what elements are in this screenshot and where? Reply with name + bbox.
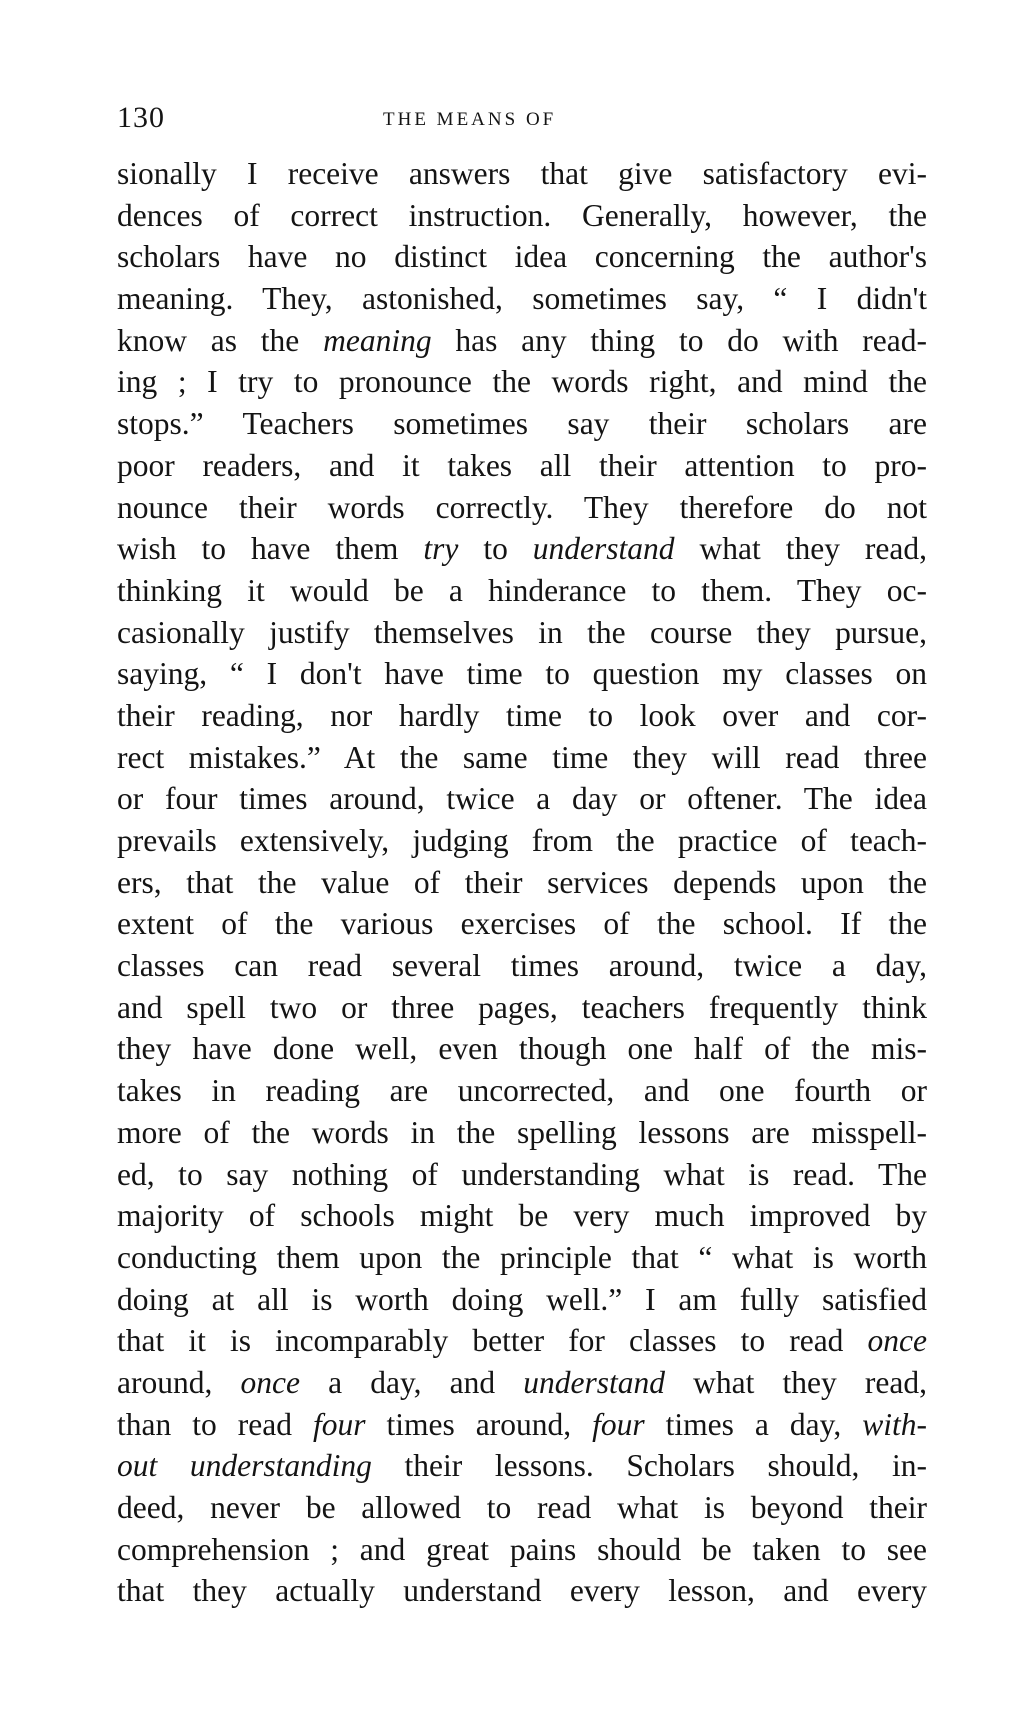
text-run: what they read,	[665, 1364, 927, 1400]
text-run: what they read,	[674, 531, 927, 567]
text-line: stops.” Teachers sometimes say their scholars are	[117, 406, 927, 442]
body-text	[117, 153, 927, 1612]
text-line: ed, to say nothing of understanding what is read. The	[117, 1156, 927, 1192]
italic-text: once	[867, 1323, 927, 1359]
text-run: has any thing to do with read-	[431, 322, 927, 358]
text-run: around,	[117, 1364, 241, 1400]
text-line: and spell two or three pages, teachers frequently think	[117, 989, 927, 1025]
text-line: more of the words in the spelling lessons are misspell-	[117, 1114, 927, 1150]
text-line: ers, that the value of their services depends upon the	[117, 864, 927, 900]
text-run: wish to have them	[117, 531, 424, 567]
text-run: that it is incomparably better for classes to read	[117, 1323, 868, 1359]
text-run: know as the	[117, 322, 324, 358]
text-line: rect mistakes.” At the same time they will read three	[117, 739, 927, 775]
text-run: to	[458, 531, 533, 567]
text-line: classes can read several times around, twice a day,	[117, 948, 927, 984]
text-line: nounce their words correctly. They therefore do not	[117, 489, 927, 525]
text-line: or four times around, twice a day or oftener. The idea	[117, 781, 927, 817]
text-run: a day, and	[299, 1364, 524, 1400]
text-line	[117, 320, 927, 362]
italic-text: out understanding	[117, 1448, 372, 1484]
text-run: than to read	[117, 1406, 313, 1442]
italic-text: understand	[532, 531, 675, 567]
text-line: thinking it would be a hinderance to them. They oc-	[117, 572, 927, 608]
italic-text: with-	[862, 1406, 927, 1442]
italic-text: four	[312, 1406, 366, 1442]
text-line: deed, never be allowed to read what is beyond their	[117, 1490, 927, 1525]
text-line: saying, “ I don't have time to question my classes on	[117, 656, 927, 692]
text-line	[117, 1320, 927, 1362]
running-head: THE MEANS OF	[383, 109, 557, 130]
text-line	[117, 1404, 927, 1446]
text-run: times a day,	[644, 1406, 863, 1442]
text-line: majority of schools might be very much improved by	[117, 1198, 927, 1234]
text-line: dences of correct instruction. Generally, however, the	[117, 197, 927, 233]
page-number: 130	[117, 101, 165, 134]
text-line	[117, 1445, 927, 1487]
text-line	[117, 1362, 927, 1404]
text-run: their lessons. Scholars should, in-	[371, 1448, 927, 1484]
text-line: doing at all is worth doing well.” I am fully satisfied	[117, 1281, 927, 1317]
text-line	[117, 528, 927, 570]
text-line: ing ; I try to pronounce the words right, and mind the	[117, 364, 927, 400]
italic-text: understand	[523, 1364, 666, 1400]
text-line: their reading, nor hardly time to look over and cor-	[117, 697, 927, 733]
text-line: scholars have no distinct idea concerning the author's	[117, 239, 927, 275]
italic-text: four	[592, 1406, 645, 1442]
text-line: takes in reading are uncorrected, and one fourth or	[117, 1073, 927, 1109]
text-line: meaning. They, astonished, sometimes say, “ I didn't	[117, 281, 927, 317]
text-run: times around,	[365, 1406, 593, 1442]
text-line: that they actually understand every lesson, and every	[117, 1573, 927, 1609]
page-header	[117, 98, 927, 142]
text-line: they have done well, even though one half of the mis-	[117, 1031, 927, 1067]
text-line: conducting them upon the principle that “ what is worth	[117, 1239, 927, 1275]
text-line: comprehension ; and great pains should be taken to see	[117, 1531, 927, 1567]
text-line: extent of the various exercises of the school. If the	[117, 906, 927, 942]
text-line: poor readers, and it takes all their attention to pro-	[117, 447, 927, 483]
italic-text: once	[240, 1364, 300, 1400]
italic-text: meaning	[323, 322, 432, 358]
text-line: prevails extensively, judging from the practice of teach-	[117, 823, 927, 858]
italic-text: try	[423, 531, 459, 567]
text-line: sionally I receive answers that give satisfactory evi-	[117, 156, 927, 191]
text-line: casionally justify themselves in the course they pursue,	[117, 614, 927, 650]
